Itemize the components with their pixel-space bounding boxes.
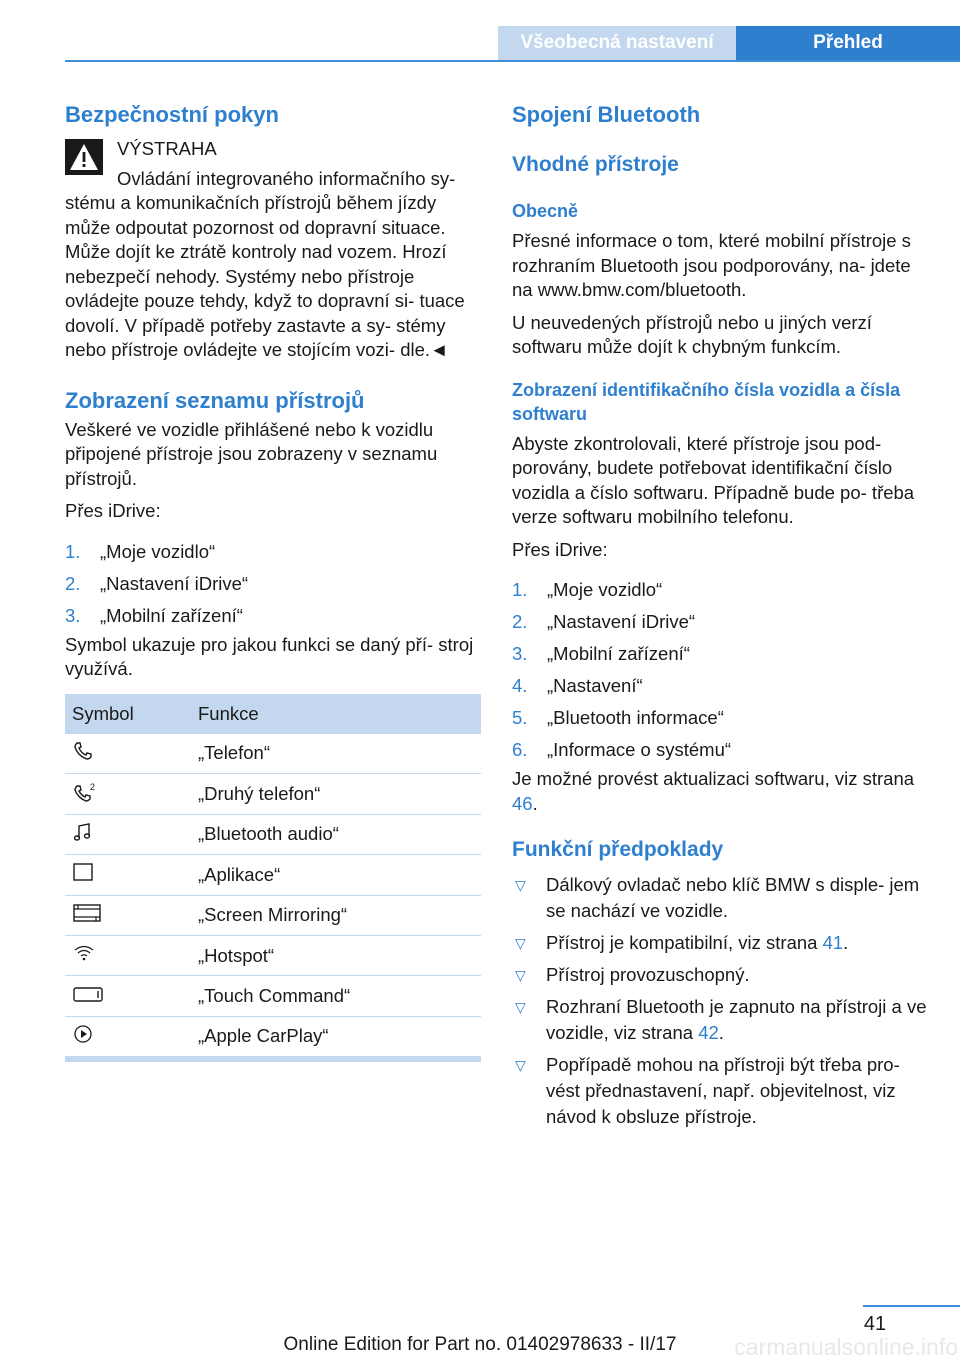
table-row [65,935,481,975]
header-overview-tab[interactable]: Přehled [736,26,960,60]
device-list-title: Zobrazení seznamu přístrojů [65,387,365,413]
left-steps-list [65,536,481,632]
table-row [65,895,481,935]
triangle-bullet-icon: ▽ [515,967,526,983]
edition-text: Online Edition for Part no. 01402978633 - II/17 [283,1334,677,1355]
general-paragraph-1: Přesné informace o tom, které mobilní přístroje s rozhraním Bluetooth jsou podporovány, na‐ jdete na www.bmw.com/bluetooth. [512,230,911,300]
step-number: 1. [512,579,528,600]
device-list-text: Veškeré ve vozidle přihlášené nebo k vozidlu připojené přístroje jsou zobrazeny v seznamu přístrojů. [65,418,438,489]
general-title: Obecně [512,201,579,221]
table-header-function: Funkce [191,694,481,734]
update-text-block: Je možné provést aktualizaci softwaru, viz strana 46. [512,768,915,814]
symbol-text: Symbol ukazuje pro jakou funkci se daný pří‐ stroj využívá. [65,633,474,679]
page-number: 41 [863,1313,887,1335]
table-cell-function: „Apple CarPlay“ [191,1016,481,1056]
triangle-bullet-icon: ▽ [515,999,526,1015]
right-column [512,98,928,1136]
step-text: „Mobilní zařízení“ [100,604,243,626]
list-item [512,962,928,988]
general-paragraph-2: U neuvedených přístrojů nebo u jiných verzí softwaru může dojít k chybným funkcím. [512,311,872,357]
step-text: „Moje vozidlo“ [547,579,663,600]
list-item: ▽ Rozhraní Bluetooth je zapnuto na přístroji a ve vozidle, viz strana 42. [515,996,927,1043]
table-row [65,1016,481,1056]
footer-rule [863,1305,960,1307]
table-cell-function: „Druhý telefon“ [191,774,481,814]
step-number: 2. [512,611,528,632]
table-row [65,855,481,895]
left-column [65,98,481,1062]
table-cell-function: „Screen Mirroring“ [191,895,481,935]
header-section-tab[interactable]: Všeobecná nastavení [498,26,736,60]
warning-triangle-icon [65,139,103,175]
step-text: „Nastavení“ [547,675,643,696]
carplay-icon [72,1023,94,1045]
prereq-title: Funkční předpoklady [512,838,724,861]
watermark: carmanualsonline.info [734,1334,958,1360]
list-item [512,872,928,924]
table-cell-function: „Hotspot“ [191,935,481,975]
via-idrive-right: Přes iDrive: [512,538,608,560]
triangle-bullet-icon: ▽ [515,935,526,951]
step-text: „Nastavení iDrive“ [547,611,696,632]
suitable-title: Vhodné přístroje [512,153,679,176]
step-number: 4. [512,675,528,696]
list-item [512,734,928,766]
warning-label: VÝSTRAHA [117,138,217,159]
wifi-hotspot-icon [72,942,96,964]
update-text: Je možné provést aktualizaci softwaru, viz strana [512,768,915,789]
table-cell-function: „Bluetooth audio“ [191,814,481,854]
second-phone-icon [72,781,98,803]
bt-title: Spojení Bluetooth [512,102,701,127]
prereq-text: Popřípadě mohou na přístroji být třeba pro‐ vést přednastavení, např. objevitelnost, viz návod k obsluze přístroje. [546,1054,900,1127]
via-idrive-left: Přes iDrive: [65,500,161,521]
table-cell-function: „Telefon“ [191,734,481,774]
header-rule [65,60,960,62]
list-item [512,574,928,606]
phone-icon [72,740,94,762]
list-item [512,606,928,638]
list-item [65,536,481,568]
list-item [65,568,481,600]
list-item [512,670,928,702]
step-number: 6. [512,739,528,760]
prereq-text: Přístroj je kompatibilní, viz strana [546,932,818,953]
screen-mirroring-icon [72,902,102,924]
list-item [65,600,481,632]
prereq-list [512,872,928,1130]
warning-text: stému a komunikačních přístrojů během jízdy může odpoutat pozornost od dopravní situace. Může dojít ke ztrátě kontroly nad vozem. Hrozí nebezpečí nehody. Systémy nebo přístroje ovládejte pouze tehdy, když to dopravní si‐ tuace dovolí. V případě potřeby zastavte a sy‐ stémy nebo přístroje ovládejte ve stojícím vozi‐ dle.◄ [65,192,465,360]
step-text: „Informace o systému“ [547,739,732,760]
symbol-table [65,694,481,1058]
page-link-41[interactable]: 41 [822,932,844,953]
page-link-46[interactable]: 46 [512,792,533,814]
warning-first-line: Ovládání integrovaného informačního sy‐ [117,167,456,189]
prereq-text: Rozhraní Bluetooth je zapnuto na přístroji a ve vozidle, viz strana [546,996,927,1043]
step-text: „Mobilní zařízení“ [547,643,690,664]
page-link-42[interactable]: 42 [698,1022,719,1043]
warning-block [65,137,481,363]
right-steps-list [512,574,928,766]
list-item [512,1052,928,1130]
step-text: „Bluetooth informace“ [547,707,724,728]
safety-title: Bezpečnostní pokyn [65,102,279,127]
table-cell-function: „Aplikace“ [191,855,481,895]
music-note-icon [72,821,94,843]
prereq-text: Dálkový ovladač nebo klíč BMW s disple‐ jem se nachází ve vozidle. [546,874,920,921]
step-text: „Moje vozidlo“ [100,540,216,562]
list-item [512,638,928,670]
triangle-bullet-icon: ▽ [515,877,526,893]
step-text: „Nastavení iDrive“ [100,572,249,594]
table-row [65,976,481,1016]
table-header-symbol: Symbol [65,694,191,734]
table-header-row [65,694,481,734]
touch-command-icon [72,983,104,1005]
vin-title: Zobrazení identifikačního čísla vozidla a čísla softwaru [512,379,901,424]
table-row [65,814,481,854]
step-number: 5. [512,707,528,728]
step-number: 3. [65,604,81,626]
step-number: 1. [65,540,81,562]
vin-text: Abyste zkontrolovali, které přístroje jsou pod‐ porovány, budete potřebovat identifikační číslo vozidla a číslo softwaru. Případně bude po‐ třeba verze softwaru mobilního telefonu. [512,432,915,527]
app-window-icon [72,861,94,883]
table-footer-bar [65,1057,481,1062]
table-cell-function: „Touch Command“ [191,976,481,1016]
svg-text:2: 2 [90,781,96,792]
table-row [65,774,481,814]
prereq-text: Přístroj provozuschopný. [546,964,750,985]
triangle-bullet-icon: ▽ [515,1057,526,1073]
step-number: 2. [65,572,81,594]
list-item: ▽ Přístroj je kompatibilní, viz strana 41. [512,930,928,956]
step-number: 3. [512,643,528,664]
table-row [65,734,481,774]
list-item [512,702,928,734]
